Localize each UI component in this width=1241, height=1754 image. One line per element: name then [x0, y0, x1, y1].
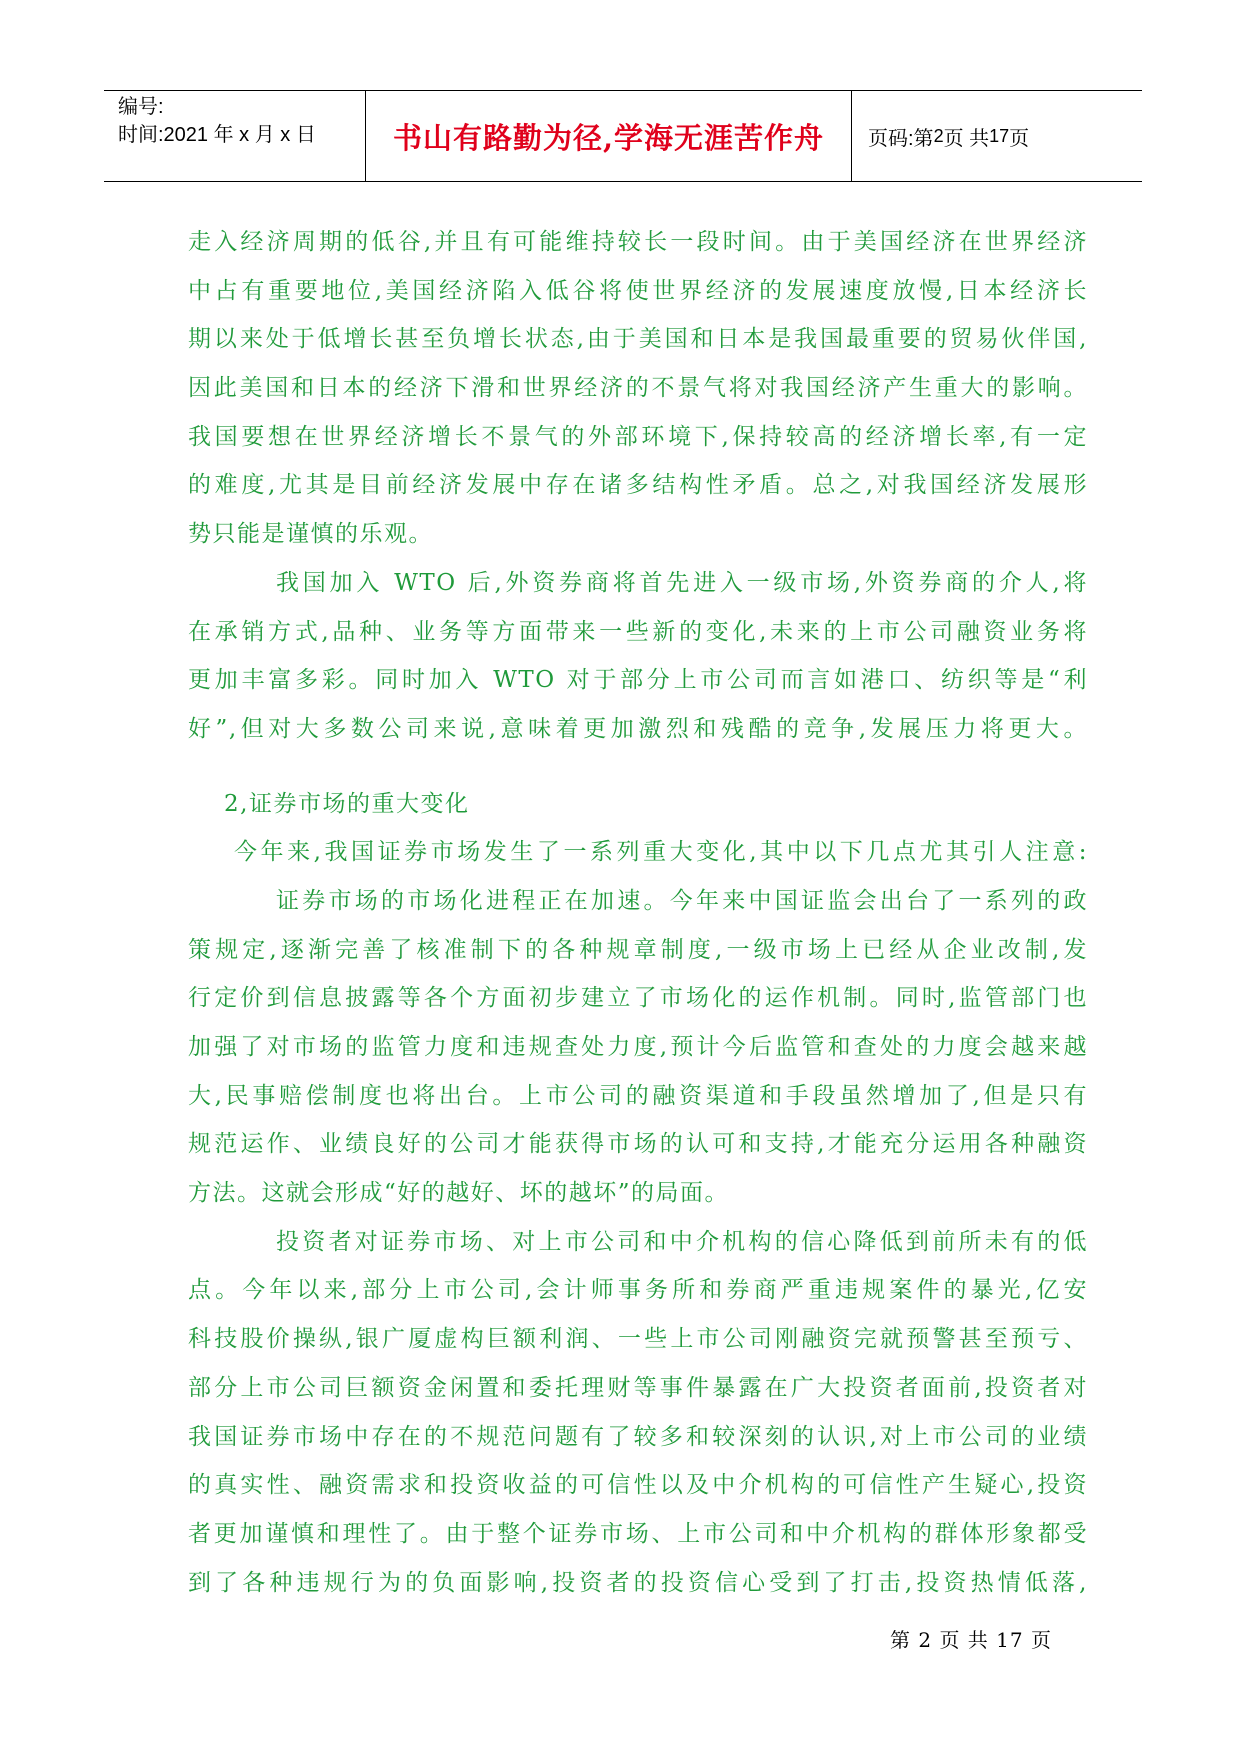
- motto-text: 书山有路勤为径,学海无涯苦作舟: [392, 120, 825, 155]
- text-line: 的真实性、融资需求和投资收益的可信性以及中介机构的可信性产生疑心,投资: [188, 1472, 1088, 1499]
- section-heading: 2,证券市场的重大变化: [224, 790, 470, 817]
- text-line: 投资者对证券市场、对上市公司和中介机构的信心降低到前所未有的低: [276, 1228, 1088, 1255]
- paragraph-marketization: [188, 877, 1088, 1218]
- text-line: 大,民事赔偿制度也将出台。上市公司的融资渠道和手段虽然增加了,但是只有: [188, 1082, 1088, 1109]
- page-current: 2: [933, 125, 944, 146]
- paragraph-wto: [188, 559, 1088, 754]
- text-line: 因此美国和日本的经济下滑和世界经济的不景气将对我国经济产生重大的影响。: [188, 375, 1088, 402]
- text-line: 好”,但对大多数公司来说,意味着更加激烈和残酷的竞争,发展压力将更大。: [188, 715, 1088, 742]
- text-line: 我国加入 WTO 后,外资券商将首先进入一级市场,外资券商的介人,将: [276, 569, 1088, 596]
- text-line: 到了各种违规行为的负面影响,投资者的投资信心受到了打击,投资热情低落,: [188, 1569, 1088, 1596]
- text-line: 者更加谨慎和理性了。由于整个证券市场、上市公司和中介机构的群体形象都受: [188, 1520, 1088, 1547]
- page-header: [104, 90, 1142, 182]
- page-footer: 第 2 页 共 17 页: [890, 1628, 1052, 1652]
- paragraph-investor-confidence: [188, 1218, 1088, 1608]
- paragraph-gap: [188, 754, 1088, 780]
- page-label-mid: 页 共: [943, 127, 990, 150]
- text-line: 我国证券市场中存在的不规范问题有了较多和较深刻的认识,对上市公司的业绩: [188, 1423, 1088, 1450]
- page-label-suffix: 页: [1009, 127, 1030, 150]
- text-line: 行定价到信息披露等各个方面初步建立了市场化的运作机制。同时,监管部门也: [188, 985, 1088, 1012]
- text-line: 证券市场的市场化进程正在加速。今年来中国证监会出台了一系列的政: [276, 887, 1088, 914]
- page-label-prefix: 页码:第: [868, 127, 934, 150]
- header-meta-cell: [104, 91, 366, 181]
- text-line: 走入经济周期的低谷,并且有可能维持较长一段时间。由于美国经济在世界经济: [188, 229, 1088, 255]
- text-line: 我国要想在世界经济增长不景气的外部环境下,保持较高的经济增长率,有一定: [188, 423, 1088, 450]
- text-line: 的难度,尤其是目前经济发展中存在诸多结构性矛盾。总之,对我国经济发展形: [188, 472, 1088, 499]
- text-line: 部分上市公司巨额资金闲置和委托理财等事件暴露在广大投资者面前,投资者对: [188, 1374, 1088, 1401]
- text-line: 科技股价操纵,银广厦虚构巨额利润、一些上市公司刚融资完就预警甚至预亏、: [188, 1326, 1088, 1353]
- number-label: 编号:: [118, 96, 164, 118]
- text-line: 更加丰富多彩。同时加入 WTO 对于部分上市公司而言如港口、纺织等是“利: [188, 667, 1088, 694]
- text-line: 今年来,我国证券市场发生了一系列重大变化,其中以下几点尤其引人注意:: [234, 839, 1088, 866]
- text-line: 加强了对市场的监管力度和违规查处力度,预计今后监管和查处的力度会越来越: [188, 1034, 1088, 1060]
- text-line: 在承销方式,品种、业务等方面带来一些新的变化,未来的上市公司融资业务将: [188, 618, 1088, 645]
- text-line: 策规定,逐渐完善了核准制下的各种规章制度,一级市场上已经从企业改制,发: [188, 936, 1088, 963]
- text-line: 期以来处于低增长甚至负增长状态,由于美国和日本是我国最重要的贸易伙伴国,: [188, 326, 1088, 353]
- text-line: 势只能是谨慎的乐观。: [188, 521, 433, 548]
- text-line: 规范运作、业绩良好的公司才能获得市场的认可和支持,才能充分运用各种融资: [188, 1131, 1088, 1158]
- text-line: 点。今年以来,部分上市公司,会计师事务所和券商严重违规案件的暴光,亿安: [188, 1277, 1088, 1304]
- document-body: [188, 218, 1088, 1607]
- text-line: 方法。这就会形成“好的越好、坏的越坏”的局面。: [188, 1180, 730, 1207]
- text-line: 中占有重要地位,美国经济陷入低谷将使世界经济的发展速度放慢,日本经济长: [188, 277, 1088, 304]
- page-total: 17: [989, 125, 1010, 146]
- time-label: 时间:2021 年 x 月 x 日: [118, 124, 316, 146]
- header-motto-cell: [366, 91, 852, 181]
- paragraph-economy: [188, 218, 1088, 559]
- header-page-cell: [852, 91, 1142, 181]
